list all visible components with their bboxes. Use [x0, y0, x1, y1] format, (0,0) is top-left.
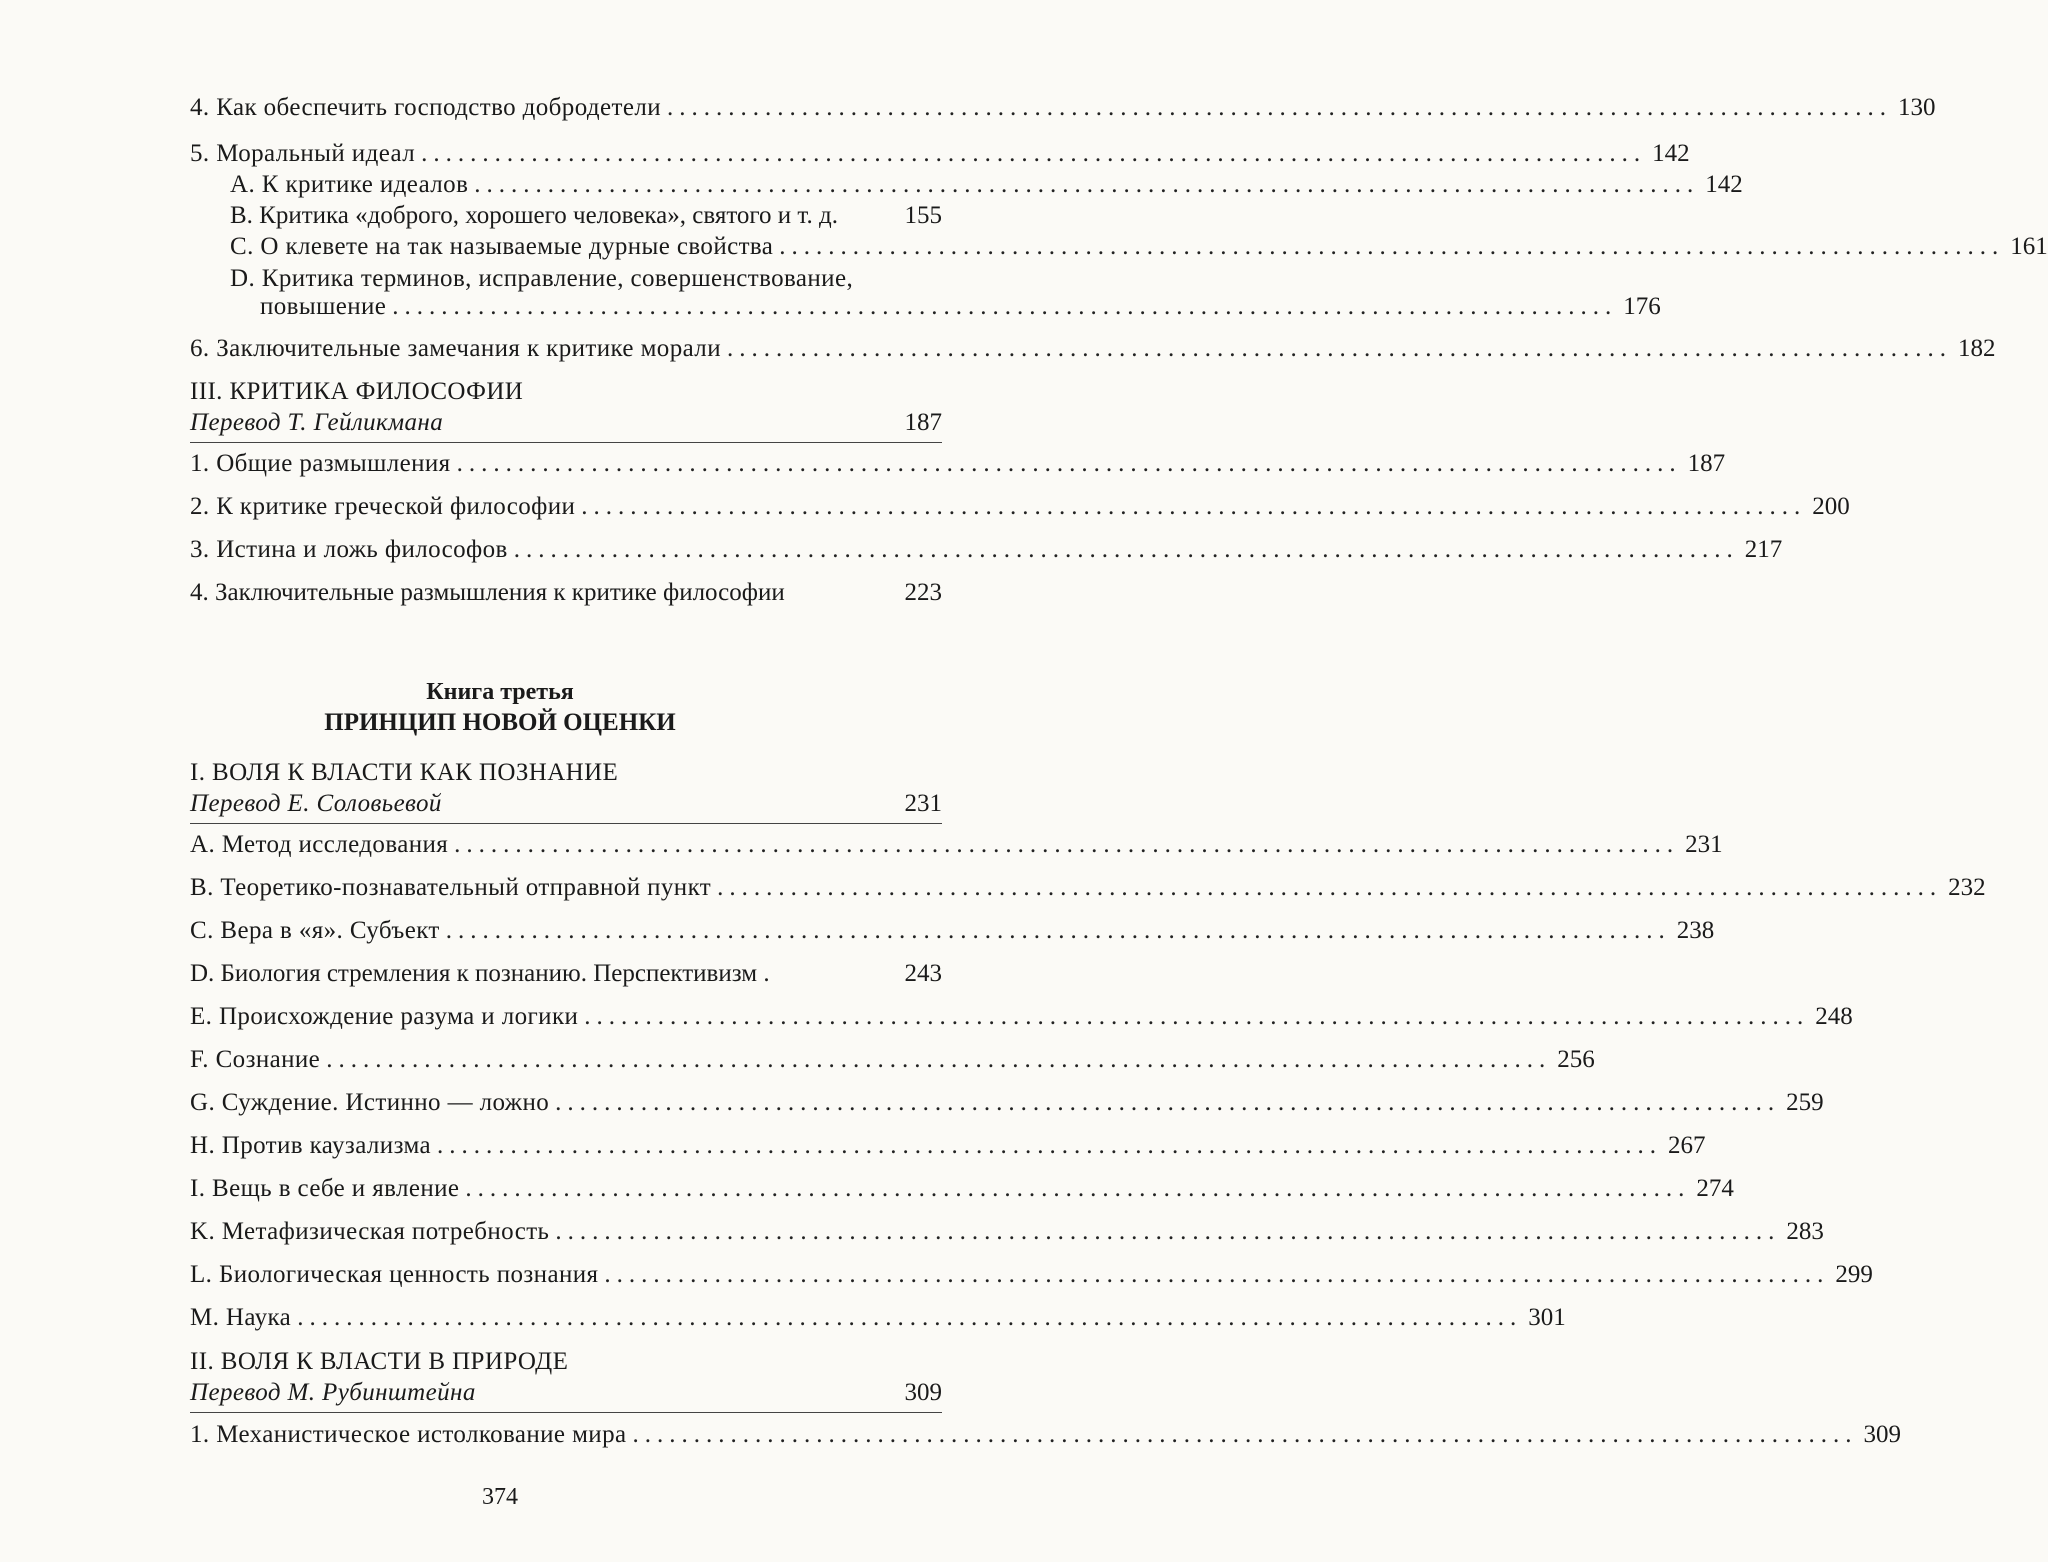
entry-title: I. Вещь в себе и явление	[190, 1175, 460, 1202]
entry-page: 259	[1786, 1089, 1824, 1116]
entry-page: 223	[904, 579, 942, 606]
toc-subentry	[230, 201, 942, 231]
entry-page: 187	[1687, 450, 1726, 477]
dot-leader: ....................................................................................................	[297, 1304, 1523, 1331]
toc-entry	[190, 449, 1726, 479]
entry-page: 176	[1623, 293, 1661, 320]
book-subtitle: ПРИНЦИП НОВОЙ ОЦЕНКИ	[324, 709, 676, 736]
dot-leader: ....................................................................................................	[632, 1421, 1858, 1448]
entry-title: повышение	[260, 293, 387, 320]
entry-title: 3. Истина и ложь философов	[190, 536, 508, 563]
toc-entry	[190, 334, 1996, 364]
dot-leader: ....................................................................................................	[717, 874, 1943, 901]
entry-page: 231	[1685, 831, 1723, 858]
entry-title: A. Метод исследования	[190, 831, 449, 858]
entry-page: 309	[904, 1379, 942, 1406]
translator-line	[190, 408, 942, 438]
entry-page: 299	[1835, 1261, 1873, 1288]
entry-title: B. Критика «доброго, хорошего человека», святого и т. д.	[230, 202, 838, 229]
toc-entry	[190, 93, 1936, 123]
entry-title: K. Метафизическая потребность	[190, 1218, 550, 1245]
toc-entry	[190, 1420, 1901, 1450]
dot-leader: ....................................................................................................	[445, 917, 1671, 944]
dot-leader: ....................................................................................................	[555, 1089, 1781, 1116]
dot-leader: ....................................................................................................	[581, 493, 1807, 520]
entry-page: 256	[1557, 1046, 1595, 1073]
book-title: Книга третья	[426, 679, 574, 705]
divider	[190, 823, 942, 824]
entry-title: M. Наука	[190, 1304, 292, 1331]
dot-leader: ....................................................................................................	[456, 450, 1682, 477]
toc-entry	[190, 578, 942, 608]
toc-entry	[190, 1131, 1706, 1161]
toc-entry	[190, 916, 1715, 946]
entry-title: L. Биологическая ценность познания	[190, 1261, 599, 1288]
toc-entry	[190, 1303, 1566, 1333]
toc-entry	[190, 139, 1690, 169]
entry-title: 6. Заключительные замечания к критике морали	[190, 335, 721, 362]
translator-line	[190, 1378, 942, 1408]
entry-page: 130	[1897, 94, 1936, 121]
dot-leader: ....................................................................................................	[584, 1003, 1810, 1030]
dot-leader: ....................................................................................................	[437, 1132, 1663, 1159]
toc-entry	[190, 873, 1986, 903]
entry-title: 1. Общие размышления	[190, 450, 451, 477]
toc-entry	[190, 492, 1850, 522]
entry-page: 142	[1652, 140, 1690, 167]
divider	[190, 1412, 942, 1413]
toc-subentry	[230, 232, 2048, 262]
dot-leader: ....................................................................................................	[454, 831, 1680, 858]
toc-subentry	[260, 292, 1661, 322]
entry-page: 217	[1744, 536, 1783, 563]
toc-entry	[190, 1260, 1873, 1290]
dot-leader: ....................................................................................................	[474, 171, 1700, 198]
toc-entry	[190, 830, 1723, 860]
toc-entry	[190, 959, 942, 989]
toc-entry	[190, 1217, 1824, 1247]
translator-name: Перевод М. Рубинштейна	[190, 1379, 476, 1406]
entry-title: 1. Механистическое истолкование мира	[190, 1421, 627, 1448]
entry-title: G. Суждение. Истинно — ложно	[190, 1089, 550, 1116]
entry-page: 187	[904, 409, 942, 436]
toc-subentry	[230, 170, 1743, 200]
entry-title: D. Биология стремления к познанию. Перспективизм .	[190, 960, 770, 987]
entry-page: 301	[1528, 1304, 1566, 1331]
entry-title: C. О клевете на так называемые дурные свойства	[230, 233, 774, 260]
entry-page: 142	[1705, 171, 1743, 198]
toc-entry	[190, 1088, 1824, 1118]
entry-title: F. Сознание	[190, 1046, 321, 1073]
dot-leader: ....................................................................................................	[513, 536, 1739, 563]
entry-page: 267	[1668, 1132, 1706, 1159]
entry-page: 243	[904, 960, 942, 987]
dot-leader: ....................................................................................................	[326, 1046, 1552, 1073]
entry-page: 232	[1948, 874, 1986, 901]
entry-title: A. К критике идеалов	[230, 171, 469, 198]
dot-leader: ....................................................................................................	[604, 1261, 1830, 1288]
toc-entry	[190, 1174, 1734, 1204]
dot-leader: ....................................................................................................	[666, 94, 1892, 121]
entry-page: 283	[1786, 1218, 1824, 1245]
dot-leader: ....................................................................................................	[465, 1175, 1691, 1202]
toc-entry	[190, 1002, 1853, 1032]
entry-title: 4. Заключительные размышления к критике философии	[190, 579, 785, 606]
entry-page: 231	[904, 790, 942, 817]
section-heading: III. КРИТИКА ФИЛОСОФИИ	[190, 378, 524, 405]
entry-title: B. Теоретико-познавательный отправной пункт	[190, 874, 712, 901]
entry-page: 182	[1957, 335, 1996, 362]
page-number: 374	[482, 1484, 518, 1510]
section-heading: II. ВОЛЯ К ВЛАСТИ В ПРИРОДЕ	[190, 1348, 569, 1375]
dot-leader: ....................................................................................................	[421, 140, 1647, 167]
entry-page: 200	[1812, 493, 1850, 520]
entry-page: 155	[904, 202, 942, 229]
entry-title-line1: D. Критика терминов, исправление, совершенствование,	[230, 265, 854, 292]
dot-leader: ....................................................................................................	[392, 293, 1618, 320]
toc-entry	[190, 1045, 1595, 1075]
dot-leader: ....................................................................................................	[779, 233, 2005, 260]
toc-entry	[190, 535, 1783, 565]
entry-page: 309	[1863, 1421, 1901, 1448]
translator-line	[190, 789, 942, 819]
translator-name: Перевод Е. Соловьевой	[190, 790, 442, 817]
entry-page: 238	[1676, 917, 1715, 944]
entry-title: 5. Моральный идеал	[190, 140, 416, 167]
entry-title: E. Происхождение разума и логики	[190, 1003, 579, 1030]
translator-name: Перевод Т. Гейликмана	[190, 409, 444, 436]
entry-title: 4. Как обеспечить господство добродетели	[190, 94, 661, 121]
entry-title: 2. К критике греческой философии	[190, 493, 576, 520]
section-heading: I. ВОЛЯ К ВЛАСТИ КАК ПОЗНАНИЕ	[190, 759, 619, 786]
entry-page: 274	[1696, 1175, 1734, 1202]
divider	[190, 442, 942, 443]
entry-title: H. Против каузализма	[190, 1132, 432, 1159]
entry-title: C. Вера в «я». Субъект	[190, 917, 440, 944]
dot-leader: ....................................................................................................	[726, 335, 1952, 362]
dot-leader: ....................................................................................................	[555, 1218, 1781, 1245]
entry-page: 248	[1815, 1003, 1853, 1030]
entry-page: 161	[2010, 233, 2048, 260]
